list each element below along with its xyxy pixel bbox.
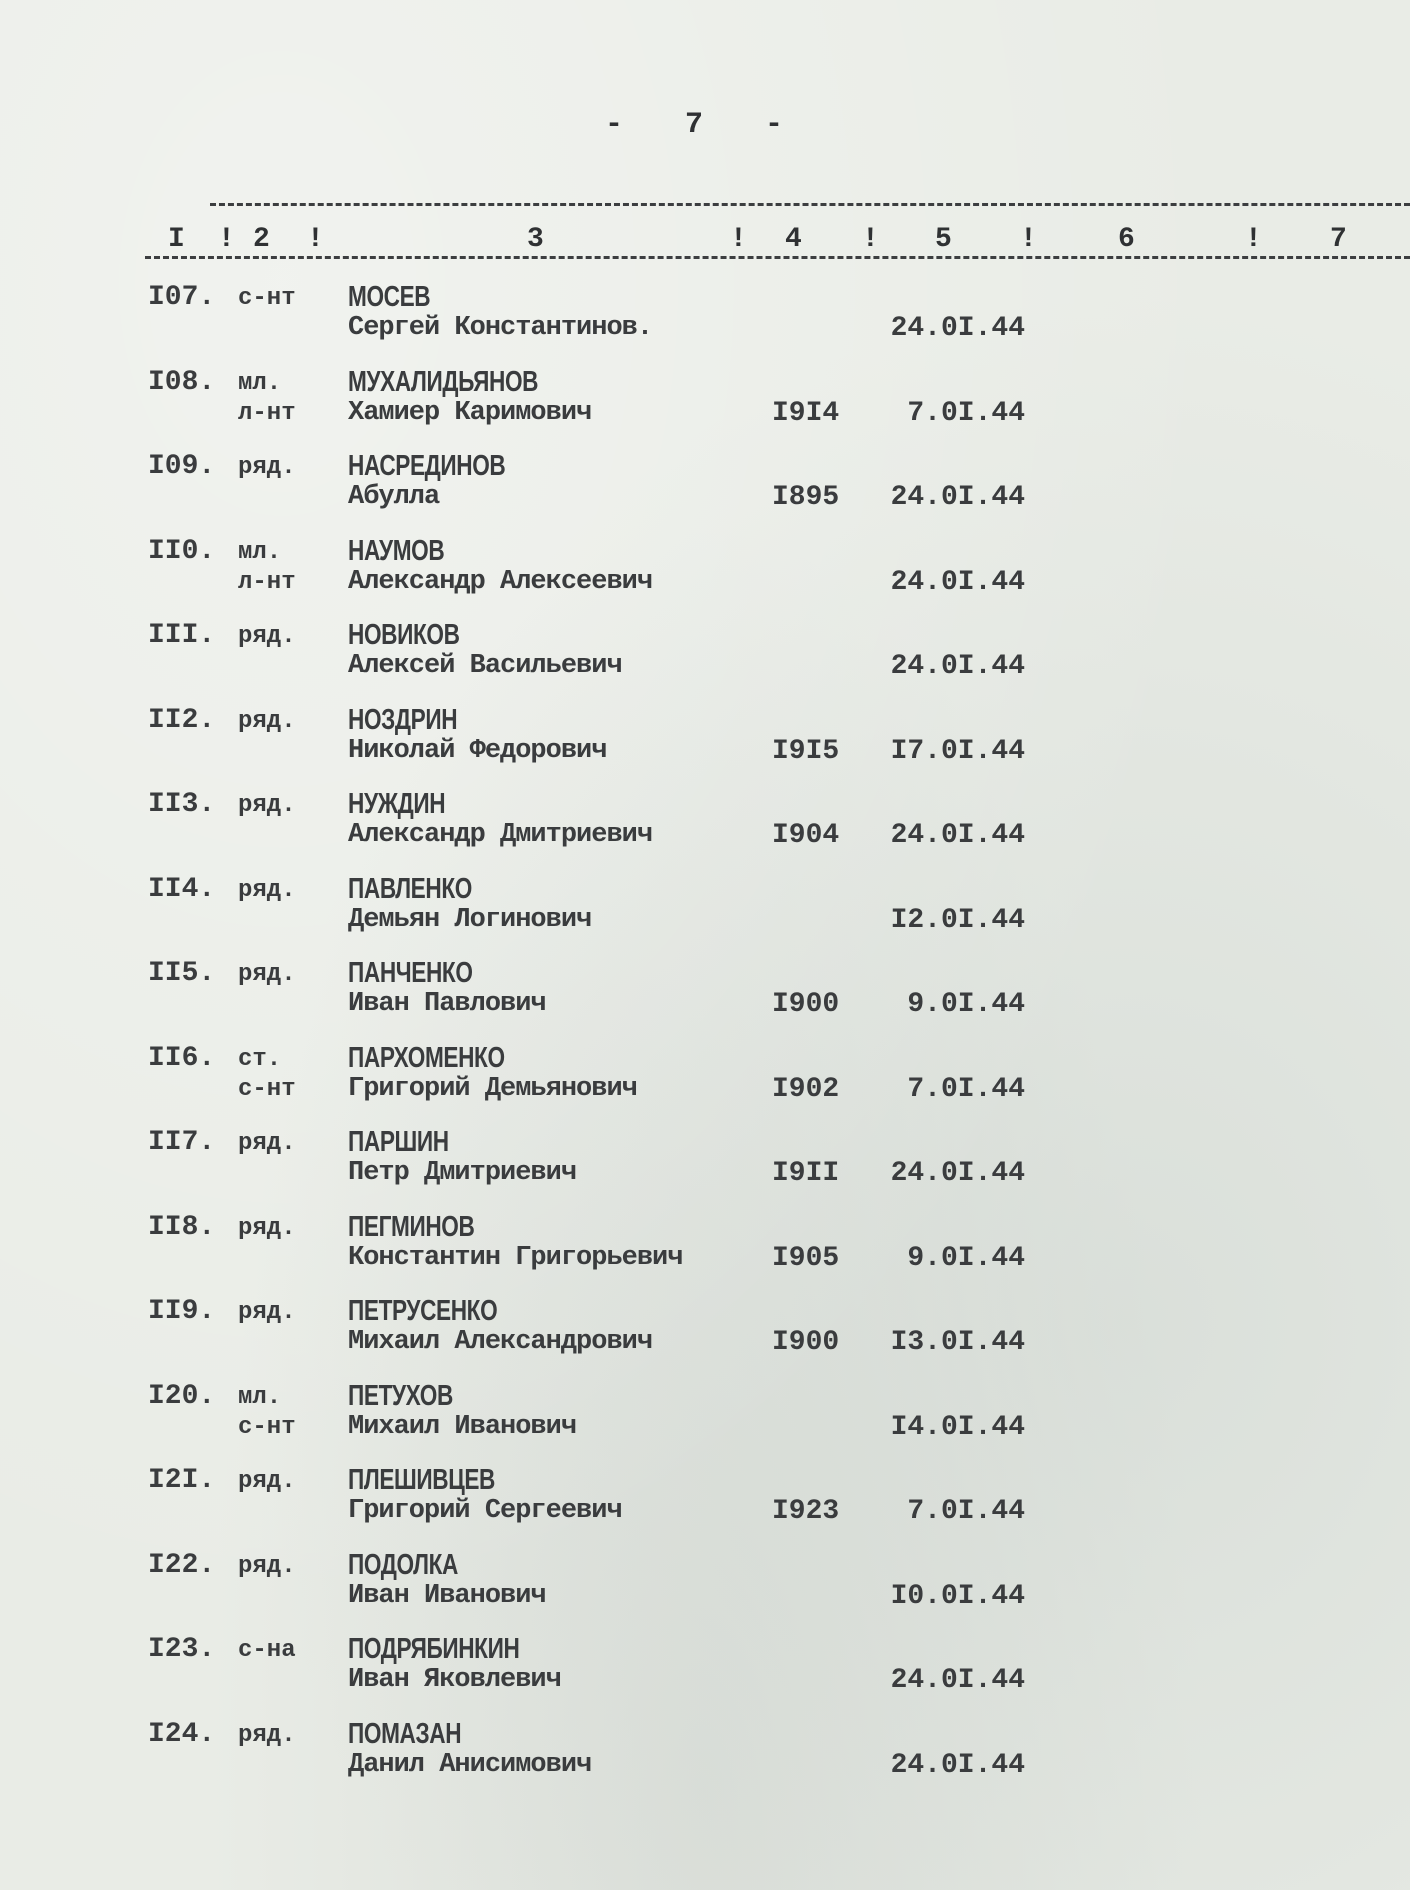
rank-line: ст. [238, 1045, 282, 1073]
entry-number: II3. [148, 789, 216, 820]
list-item [0, 620, 1410, 705]
list-item [0, 451, 1410, 536]
full-name [348, 1127, 576, 1189]
birth-year: I9I4 [772, 397, 840, 429]
full-name [348, 536, 652, 598]
given-names: Иван Иванович [348, 1580, 546, 1611]
rank-line: ряд. [238, 623, 296, 650]
header-dash-rule [145, 256, 1410, 259]
list-item [0, 1634, 1410, 1719]
date: 24.0I.44 [890, 313, 1025, 344]
column-header-7: 7 [1330, 224, 1347, 255]
given-names: Константин Григорьевич [348, 1242, 683, 1273]
surname: МУХАЛИДЬЯНОВ [348, 365, 539, 398]
entry-number: III. [148, 620, 216, 651]
full-name [348, 1634, 568, 1696]
column-header-6: 6 [1118, 224, 1135, 255]
surname: ПАНЧЕНКО [348, 957, 473, 989]
rank-line: ряд. [238, 1214, 296, 1242]
column-header-4: 4 [785, 224, 802, 255]
surname: ПЕТУХОВ [348, 1379, 453, 1412]
date: 24.0I.44 [890, 1749, 1025, 1781]
rank [238, 1636, 328, 1666]
entry-number: II2. [148, 704, 216, 736]
given-names: Михаил Иванович [348, 1411, 577, 1442]
date: 7.0I.44 [907, 1496, 1025, 1527]
rank-line: мл. [238, 369, 282, 397]
surname: НУЖДИН [348, 788, 446, 820]
birth-year: I900 [772, 1327, 840, 1358]
list-item [0, 367, 1410, 452]
entry-number: II5. [148, 958, 216, 989]
entry-number: II4. [148, 873, 216, 905]
entry-number: II6. [148, 1042, 216, 1074]
given-names: Демьян Логинович [348, 904, 592, 935]
birth-year: I9II [772, 1158, 840, 1189]
column-separator: ! [1020, 224, 1037, 255]
date: 7.0I.44 [907, 1073, 1025, 1105]
page-number: - 7 - [604, 108, 805, 142]
surname: ПЕГМИНОВ [348, 1210, 475, 1243]
rank [238, 1129, 328, 1159]
date: 24.0I.44 [890, 566, 1025, 598]
surname: ПОМАЗАН [348, 1717, 462, 1750]
column-separator: ! [307, 224, 324, 255]
given-names: Алексей Васильевич [348, 651, 622, 681]
rank [238, 876, 328, 906]
entry-number: II8. [148, 1211, 216, 1243]
list-item [0, 958, 1410, 1043]
given-names: Иван Павлович [348, 989, 546, 1019]
surname: НОЗДРИН [348, 703, 458, 736]
entry-number: I09. [148, 451, 216, 482]
list-item [0, 1719, 1410, 1804]
given-names: Николай Федорович [348, 735, 607, 766]
rank-line: ряд. [238, 961, 296, 988]
rank-line: ряд. [238, 876, 296, 904]
column-header-5: 5 [935, 224, 952, 255]
full-name [348, 789, 652, 851]
rank [238, 707, 328, 737]
rank [238, 1552, 328, 1582]
date: 24.0I.44 [890, 1665, 1025, 1696]
rank-line: ряд. [238, 707, 296, 735]
column-separator: ! [1245, 224, 1262, 255]
date: I7.0I.44 [890, 735, 1025, 767]
date: I2.0I.44 [890, 904, 1025, 936]
full-name [348, 451, 550, 513]
full-name [348, 282, 652, 344]
surname: ПЛЕШИВЦЕВ [348, 1464, 495, 1496]
list-item [0, 1296, 1410, 1381]
rank-line: мл. [238, 1383, 282, 1411]
surname: ПЕТРУСЕНКО [348, 1295, 498, 1327]
entry-number: II0. [148, 535, 216, 567]
rank [238, 284, 328, 314]
given-names: Григорий Демьянович [348, 1073, 637, 1104]
rank [238, 1467, 328, 1497]
full-name [348, 1465, 622, 1527]
rank [238, 622, 328, 652]
entry-number: I08. [148, 366, 216, 398]
given-names: Иван Яковлевич [348, 1665, 561, 1695]
given-names: Александр Дмитриевич [348, 820, 653, 850]
birth-year: I923 [772, 1496, 840, 1527]
birth-year: I904 [772, 820, 840, 851]
surname: НАУМОВ [348, 534, 445, 567]
date: I0.0I.44 [890, 1580, 1025, 1612]
rank [238, 369, 328, 429]
list-item [0, 536, 1410, 621]
surname: МОСЕВ [348, 281, 431, 313]
list-item [0, 1127, 1410, 1212]
column-separator: ! [862, 224, 879, 255]
entry-number: II9. [148, 1296, 216, 1327]
given-names: Сергей Константинов. [348, 313, 653, 343]
birth-year: I905 [772, 1242, 840, 1274]
surname: НОВИКОВ [348, 619, 460, 651]
full-name [348, 1719, 591, 1781]
rank-line: ряд. [238, 1552, 296, 1580]
given-names: Данил Анисимович [348, 1749, 592, 1780]
surname: ПАВЛЕНКО [348, 872, 472, 905]
full-name [348, 1296, 652, 1358]
list-item [0, 874, 1410, 959]
column-header-I: I [168, 224, 185, 255]
given-names: Григорий Сергеевич [348, 1496, 622, 1526]
list-item [0, 1212, 1410, 1297]
entry-number: I20. [148, 1380, 216, 1412]
date: 24.0I.44 [890, 1158, 1025, 1189]
rank-line: с-нт [238, 1413, 296, 1441]
rank-line: ряд. [238, 454, 296, 481]
entry-number: I07. [148, 282, 216, 313]
rank-line: ряд. [238, 792, 296, 819]
date: 24.0I.44 [890, 482, 1025, 513]
rank [238, 791, 328, 821]
birth-year: I900 [772, 989, 840, 1020]
full-name [348, 874, 591, 936]
rank [238, 960, 328, 990]
list-item [0, 1550, 1410, 1635]
entry-number: II7. [148, 1127, 216, 1158]
rank-line: л-нт [238, 568, 296, 596]
rank [238, 538, 328, 598]
rank [238, 453, 328, 483]
rank-line: л-нт [238, 399, 296, 427]
rank-line: ряд. [238, 1130, 296, 1157]
rank-line: ряд. [238, 1468, 296, 1495]
full-name [348, 1043, 637, 1105]
given-names: Петр Дмитриевич [348, 1158, 577, 1188]
full-name [348, 1212, 682, 1274]
list-item [0, 1381, 1410, 1466]
column-header-3: 3 [527, 224, 544, 255]
full-name [348, 1381, 576, 1443]
rank-line: мл. [238, 538, 282, 566]
birth-year: I9I5 [772, 735, 840, 767]
birth-year: I895 [772, 482, 840, 513]
rank [238, 1721, 328, 1751]
rank-line: с-нт [238, 285, 296, 312]
surname: НАСРЕДИНОВ [348, 450, 506, 482]
date: 24.0I.44 [890, 651, 1025, 682]
column-header-2: 2 [253, 224, 270, 255]
birth-year: I902 [772, 1073, 840, 1105]
date: I3.0I.44 [890, 1327, 1025, 1358]
rank [238, 1383, 328, 1443]
full-name [348, 705, 606, 767]
rank [238, 1045, 328, 1105]
rank-line: ряд. [238, 1721, 296, 1749]
entry-number: I22. [148, 1549, 216, 1581]
list-item [0, 1465, 1410, 1550]
list-item [0, 705, 1410, 790]
date: 9.0I.44 [907, 1242, 1025, 1274]
full-name [348, 367, 592, 429]
surname: ПАРШИН [348, 1126, 449, 1158]
rank-line: с-на [238, 1637, 296, 1664]
rank-line: ряд. [238, 1299, 296, 1326]
rank-line: с-нт [238, 1075, 296, 1103]
list-item [0, 1043, 1410, 1128]
given-names: Михаил Александрович [348, 1327, 653, 1357]
given-names: Хамиер Каримович [348, 397, 592, 428]
entry-number: I2I. [148, 1465, 216, 1496]
full-name [348, 958, 546, 1020]
list-item [0, 282, 1410, 367]
surname: ПОДРЯБИНКИН [348, 1633, 520, 1665]
entry-number: I23. [148, 1634, 216, 1665]
date: 9.0I.44 [907, 989, 1025, 1020]
rank [238, 1214, 328, 1244]
date: I4.0I.44 [890, 1411, 1025, 1443]
given-names: Александр Алексеевич [348, 566, 653, 597]
entry-number: I24. [148, 1718, 216, 1750]
column-separator: ! [730, 224, 747, 255]
personnel-list [0, 282, 1410, 1803]
full-name [348, 620, 622, 682]
surname: ПАРХОМЕНКО [348, 1041, 505, 1074]
surname: ПОДОЛКА [348, 1548, 458, 1581]
rank [238, 1298, 328, 1328]
top-dash-rule [210, 203, 1410, 206]
full-name [348, 1550, 546, 1612]
date: 24.0I.44 [890, 820, 1025, 851]
column-separator: ! [218, 224, 235, 255]
list-item [0, 789, 1410, 874]
given-names: Абулла [348, 482, 440, 512]
date: 7.0I.44 [907, 397, 1025, 429]
